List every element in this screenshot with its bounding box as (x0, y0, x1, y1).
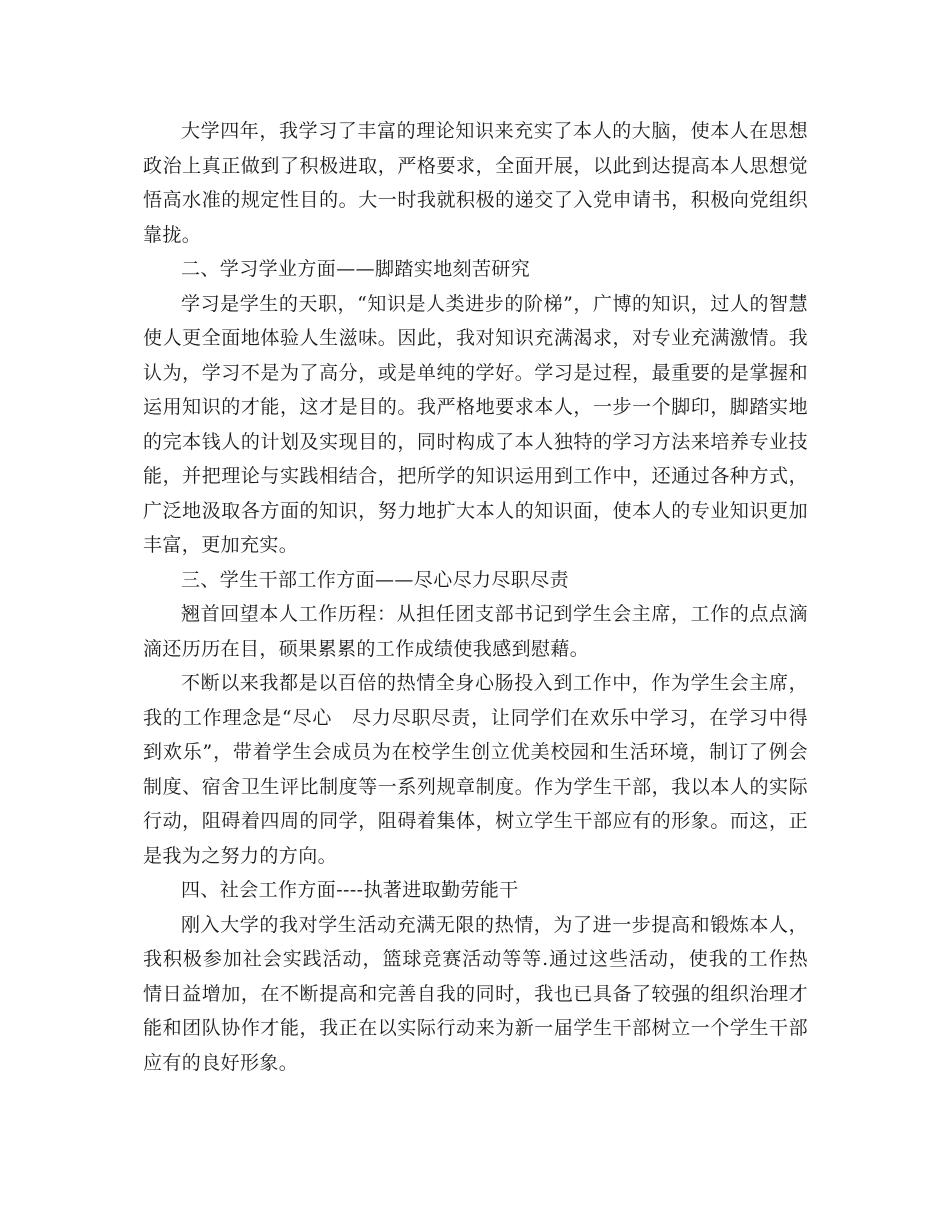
section-heading-study: 二、学习学业方面——脚踏实地刻苦研究 (181, 258, 531, 280)
paragraph-cadre-review: 翘首回望本人工作历程：从担任团支部书记到学生会主席，工作的点点滴滴还历历在目，硕果累累的工作成绩使我感到慰藉。 (143, 603, 808, 660)
section-heading-social-work: 四、社会工作方面----执著进取勤劳能干 (181, 879, 519, 901)
document-body (143, 114, 808, 1080)
paragraph-political-thought: 大学四年，我学习了丰富的理论知识来充实了本人的大脑，使本人在思想政治上真正做到了积极进取，严格要求，全面开展，以此到达提高本人思想觉悟高水准的规定性目的。大一时我就积极的递交了入党申请书，积极向党组织靠拢。 (143, 120, 808, 246)
paragraph-study: 学习是学生的天职，“知识是人类进步的阶梯”，广博的知识，过人的智慧使人更全面地体验人生滋味。因此，我对知识充满渴求，对专业充满激情。我认为，学习不是为了高分，或是单纯的学好。学习是过程，最重要的是掌握和运用知识的才能，这才是目的。我严格地要求本人，一步一个脚印，脚踏实地的完本钱人的计划及实现目的，同时构成了本人独特的学习方法来培养专业技能，并把理论与实践相结合，把所学的知识运用到工作中，还通过各种方式，广泛地汲取各方面的知识，努力地扩大本人的知识面，使本人的专业知识更加丰富，更加充实。 (143, 292, 808, 556)
paragraph-social-work: 刚入大学的我对学生活动充满无限的热情，为了进一步提高和锻炼本人，我积极参加社会实践活动，篮球竞赛活动等等.通过这些活动，使我的工作热情日益增加，在不断提高和完善自我的同时，我也已具备了较强的组织治理才能和团队协作才能，我正在以实际行动来为新一届学生干部树立一个学生干部应有的良好形象。 (143, 913, 808, 1074)
paragraph-cadre-work: 不断以来我都是以百倍的热情全身心肠投入到工作中，作为学生会主席，我的工作理念是“尽心 尽力尽职尽责，让同学们在欢乐中学习，在学习中得到欢乐”，带着学生会成员为在校学生创立优美校园和生活环境，制订了例会制度、宿舍卫生评比制度等一系列规章制度。作为学生干部，我以本人的实际行动，阻碍着四周的同学，阻碍着集体，树立学生干部应有的形象。而这，正是我为之努力的方向。 (143, 672, 808, 867)
section-heading-student-cadre: 三、学生干部工作方面——尽心尽力尽职尽责 (181, 568, 570, 591)
